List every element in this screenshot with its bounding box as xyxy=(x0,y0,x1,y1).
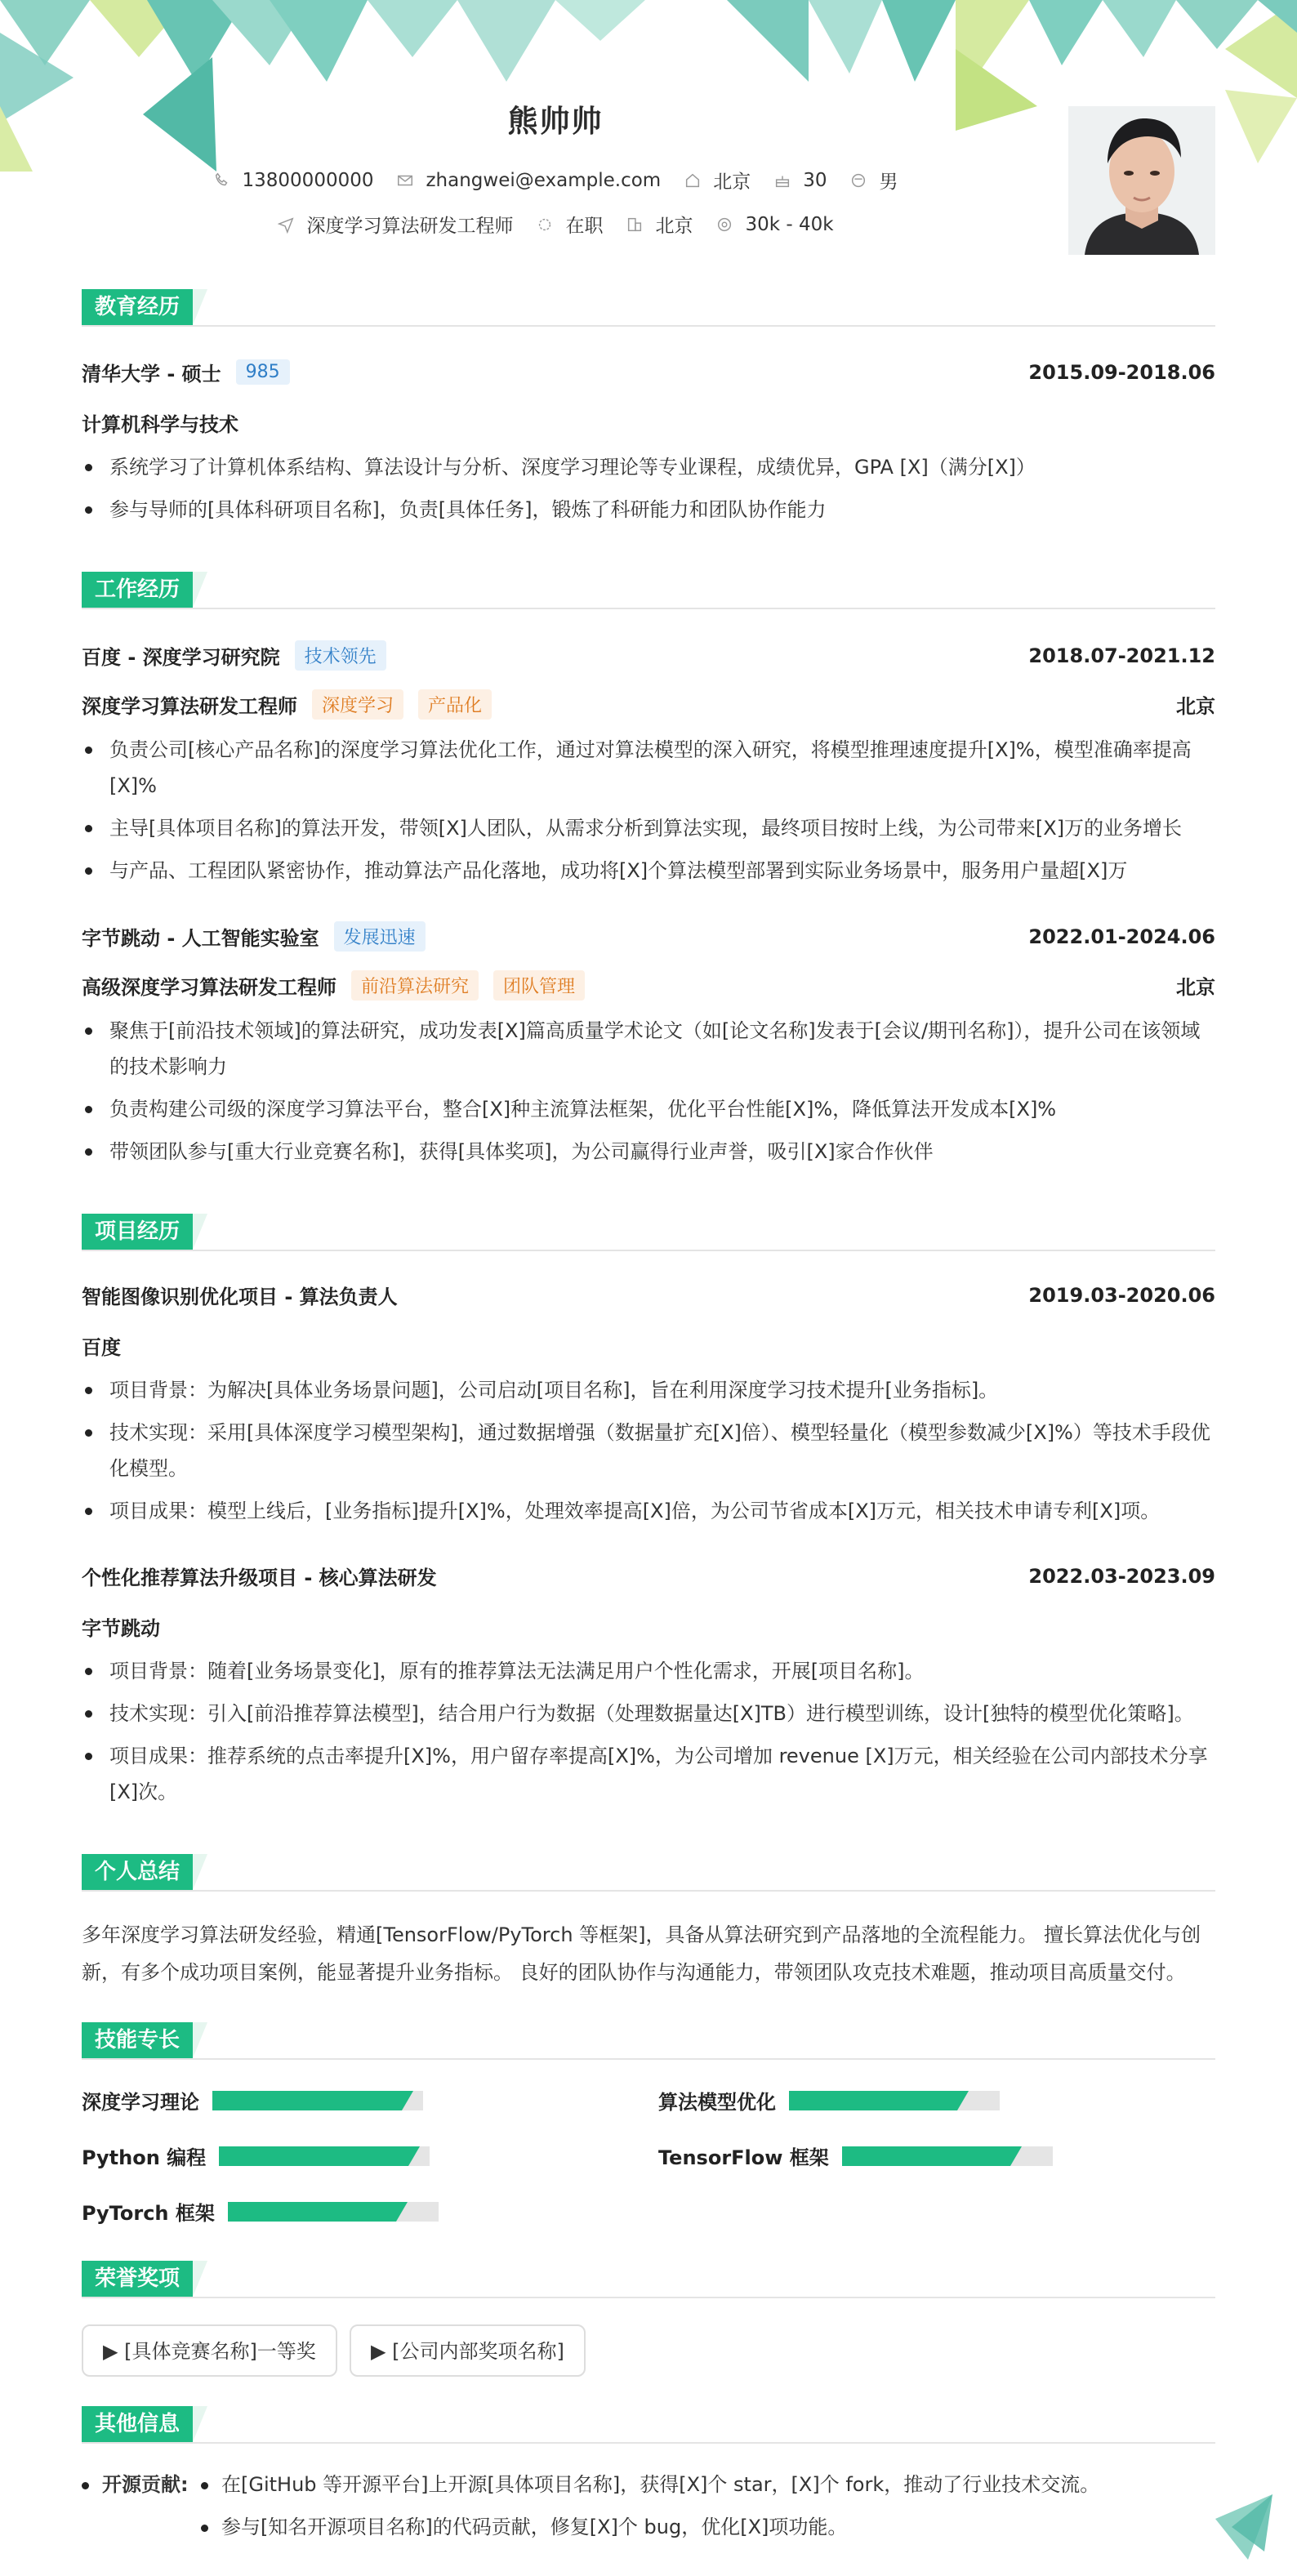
cake-icon xyxy=(773,172,791,189)
skill-fill xyxy=(212,2091,402,2110)
job-role: 深度学习算法研发工程师 xyxy=(82,695,297,718)
age-text: 30 xyxy=(803,169,827,191)
age-info xyxy=(773,170,827,191)
other-header xyxy=(82,2406,1215,2444)
list-item: 项目成果：推荐系统的点击率提升[X]%，用户留存率提高[X]%，为公司增加 revenue [X]万元，相关经验在公司内部技术分享[X]次。 xyxy=(82,1738,1215,1810)
building-icon xyxy=(626,216,644,234)
project-name: 个性化推荐算法升级项目 - 核心算法研发 xyxy=(82,1567,437,1589)
education-bullets xyxy=(82,449,1215,534)
phone-icon xyxy=(213,172,231,189)
job-role-row xyxy=(82,970,1215,1001)
project-bullets xyxy=(82,1372,1215,1535)
skill-item xyxy=(82,2086,423,2115)
avatar-photo xyxy=(1068,106,1215,255)
footer-decoration xyxy=(1215,2494,1272,2560)
awards-header xyxy=(82,2261,1215,2298)
gender-icon xyxy=(849,172,867,189)
award-item: ▶ [具体竞赛名称]一等奖 xyxy=(82,2324,337,2377)
salary-info xyxy=(715,214,833,235)
contact-row xyxy=(0,167,1111,194)
skills-header xyxy=(82,2022,1215,2060)
skill-name: 算法模型优化 xyxy=(658,2091,776,2114)
list-item: 负责构建公司级的深度学习算法平台，整合[X]种主流算法框架，优化平台性能[X]%，降低算法开发成本[X]% xyxy=(82,1091,1215,1127)
education-row xyxy=(82,358,1215,386)
phone-info xyxy=(213,170,374,191)
job-period: 2018.07-2021.12 xyxy=(1028,644,1215,667)
position-info xyxy=(277,211,513,238)
job-row xyxy=(82,640,1215,671)
project-company: 字节跳动 xyxy=(82,1617,160,1640)
skill-bar xyxy=(212,2091,423,2110)
project-row xyxy=(82,1562,1215,1590)
skill-fill xyxy=(219,2146,408,2166)
mail-icon xyxy=(396,172,414,189)
skill-tag: 前沿算法研究 xyxy=(351,970,479,1001)
list-item: 项目成果：模型上线后，[业务指标]提升[X]%，处理效率提高[X]倍，为公司节省成本[X]万元，相关技术申请专利[X]项。 xyxy=(82,1493,1215,1529)
company-name: 字节跳动 - 人工智能实验室 xyxy=(82,927,319,950)
skill-tag: 产品化 xyxy=(418,689,492,720)
project-bullets xyxy=(82,1653,1215,1816)
list-item: 与产品、工程团队紧密协作，推动算法产品化落地，成功将[X]个算法模型部署到实际业务场景中，服务用户量超[X]万 xyxy=(82,853,1215,889)
skill-item xyxy=(82,2197,439,2226)
skill-fill xyxy=(228,2202,396,2222)
skill-bar xyxy=(219,2146,430,2166)
education-header xyxy=(82,289,1215,327)
list-item: 技术实现：引入[前沿推荐算法模型]，结合用户行为数据（处理数据量达[X]TB）进行模型训练，设计[独特的模型优化策略]。 xyxy=(82,1696,1215,1731)
education-title: 教育经历 xyxy=(82,289,193,325)
school-name: 清华大学 - 硕士 xyxy=(82,363,221,386)
job-role-row xyxy=(82,689,1215,720)
list-item: 参与导师的[具体科研项目名称]，负责[具体任务]，锻炼了科研能力和团队协作能力 xyxy=(82,492,1215,528)
other-title: 其他信息 xyxy=(82,2406,193,2442)
job-bullets xyxy=(82,732,1215,895)
summary-header xyxy=(82,1854,1215,1892)
skill-tag: 深度学习 xyxy=(312,689,403,720)
city-text: 北京 xyxy=(655,216,693,237)
skill-name: 深度学习理论 xyxy=(82,2091,199,2114)
other-line xyxy=(82,2463,189,2506)
status-icon xyxy=(536,216,554,234)
coin-icon xyxy=(715,216,733,234)
gender-text: 男 xyxy=(879,172,898,193)
skill-name: PyTorch 框架 xyxy=(82,2202,215,2225)
job-row xyxy=(82,921,1215,952)
position-text: 深度学习算法研发工程师 xyxy=(306,216,514,237)
award-item: ▶ [公司内部奖项名称] xyxy=(350,2324,586,2377)
list-item: 项目背景：为解决[具体业务场景问题]，公司启动[项目名称]，旨在利用深度学习技术提升[业务指标]。 xyxy=(82,1372,1215,1408)
projects-section xyxy=(82,1214,1215,1818)
company-tag: 发展迅速 xyxy=(334,921,426,952)
skills-title: 技能专长 xyxy=(82,2022,193,2058)
job-intent-row xyxy=(0,211,1111,238)
project-name: 智能图像识别优化项目 - 算法负责人 xyxy=(82,1286,398,1308)
job-bullets xyxy=(82,1013,1215,1176)
job-period: 2022.01-2024.06 xyxy=(1028,925,1215,948)
project-company: 百度 xyxy=(82,1336,121,1359)
status-text: 在职 xyxy=(565,216,604,237)
skill-item xyxy=(658,2086,1000,2115)
bullet-dot xyxy=(201,2482,208,2489)
education-period: 2015.09-2018.06 xyxy=(1028,360,1215,384)
skill-name: TensorFlow 框架 xyxy=(658,2146,829,2169)
job-role: 高级深度学习算法研发工程师 xyxy=(82,976,337,999)
gender-info xyxy=(849,167,898,194)
bullet-dot xyxy=(201,2525,208,2532)
status-info xyxy=(536,211,603,238)
skills-section xyxy=(82,2022,1215,2251)
list-item xyxy=(201,2506,847,2548)
email-text: zhangwei@example.com xyxy=(426,169,662,191)
other-item-text: 参与[知名开源项目名称]的代码贡献，修复[X]个 bug，优化[X]项功能。 xyxy=(221,2516,848,2538)
skill-bar xyxy=(842,2146,1053,2166)
send-icon xyxy=(277,216,295,234)
skill-item xyxy=(82,2141,430,2170)
job-city: 北京 xyxy=(1176,976,1215,999)
list-item: 负责公司[核心产品名称]的深度学习算法优化工作，通过对算法模型的深入研究，将模型推理速度提升[X]%，模型准确率提高[X]% xyxy=(82,732,1215,804)
list-item: 系统学习了计算机体系结构、算法设计与分析、深度学习理论等专业课程，成绩优异，GPA [X]（满分[X]） xyxy=(82,449,1215,485)
skill-fill xyxy=(842,2146,1010,2166)
education-major: 计算机科学与技术 xyxy=(82,413,238,436)
email-info xyxy=(396,170,661,191)
other-item-text: 在[GitHub 等开源平台]上开源[具体项目名称]，获得[X]个 star，[X]个 fork，推动了行业技术交流。 xyxy=(221,2473,1100,2496)
skill-fill xyxy=(789,2091,957,2110)
location-text: 北京 xyxy=(713,172,751,193)
list-item xyxy=(201,2463,1099,2506)
school-tag: 985 xyxy=(236,359,290,385)
candidate-name: 熊帅帅 xyxy=(507,104,604,139)
list-item: 聚焦于[前沿技术领域]的算法研究，成功发表[X]篇高质量学术论文（如[论文名称]发表于[会议/期刊名称]），提升公司在该领域的技术影响力 xyxy=(82,1013,1215,1085)
education-section xyxy=(82,289,1215,534)
list-item: 技术实现：采用[具体深度学习模型架构]，通过数据增强（数据量扩充[X]倍）、模型轻量化（模型参数减少[X]%）等技术手段优化模型。 xyxy=(82,1415,1215,1486)
other-section xyxy=(82,2406,1215,2553)
company-name: 百度 - 深度学习研究院 xyxy=(82,646,280,669)
projects-header xyxy=(82,1214,1215,1251)
skill-bar xyxy=(228,2202,439,2222)
job-city: 北京 xyxy=(1176,695,1215,718)
work-title: 工作经历 xyxy=(82,572,193,608)
awards-title: 荣誉奖项 xyxy=(82,2261,193,2297)
summary-text: 多年深度学习算法研发经验，精通[TensorFlow/PyTorch 等框架]，具备从算法研究到产品落地的全流程能力。 擅长算法优化与创新，有多个成功项目案例，能显著提升业务指标。 良好的团队协作与沟通能力，带领团队攻克技术难题，推动项目高质量交付。 xyxy=(82,1923,1201,1984)
skill-item xyxy=(658,2141,1053,2170)
list-item: 带领团队参与[重大行业竞赛名称]，获得[具体奖项]，为公司赢得行业声誉，吸引[X]家合作伙伴 xyxy=(82,1134,1215,1170)
summary-section xyxy=(82,1854,1215,2001)
other-label: 开源贡献: xyxy=(102,2473,189,2496)
work-header xyxy=(82,572,1215,609)
skill-bar xyxy=(789,2091,1000,2110)
salary-text: 30k - 40k xyxy=(745,213,834,235)
location-info xyxy=(684,167,751,194)
home-icon xyxy=(684,172,702,189)
project-row xyxy=(82,1281,1215,1309)
city-info xyxy=(626,211,693,238)
phone-text: 13800000000 xyxy=(242,169,374,191)
work-section xyxy=(82,572,1215,1176)
list-item: 主导[具体项目名称]的算法开发，带领[X]人团队，从需求分析到算法实现，最终项目按时上线，为公司带来[X]万的业务增长 xyxy=(82,810,1215,846)
summary-title: 个人总结 xyxy=(82,1854,193,1890)
list-item: 项目背景：随着[业务场景变化]，原有的推荐算法无法满足用户个性化需求，开展[项目名称]。 xyxy=(82,1653,1215,1689)
project-period: 2022.03-2023.09 xyxy=(1028,1564,1215,1588)
avatar xyxy=(1068,106,1215,255)
awards-section xyxy=(82,2261,1215,2383)
skill-tag: 团队管理 xyxy=(493,970,585,1001)
company-tag: 技术领先 xyxy=(295,640,386,671)
project-period: 2019.03-2020.06 xyxy=(1028,1283,1215,1307)
projects-title: 项目经历 xyxy=(82,1214,193,1250)
skill-name: Python 编程 xyxy=(82,2146,207,2169)
bullet-dot xyxy=(82,2482,89,2489)
